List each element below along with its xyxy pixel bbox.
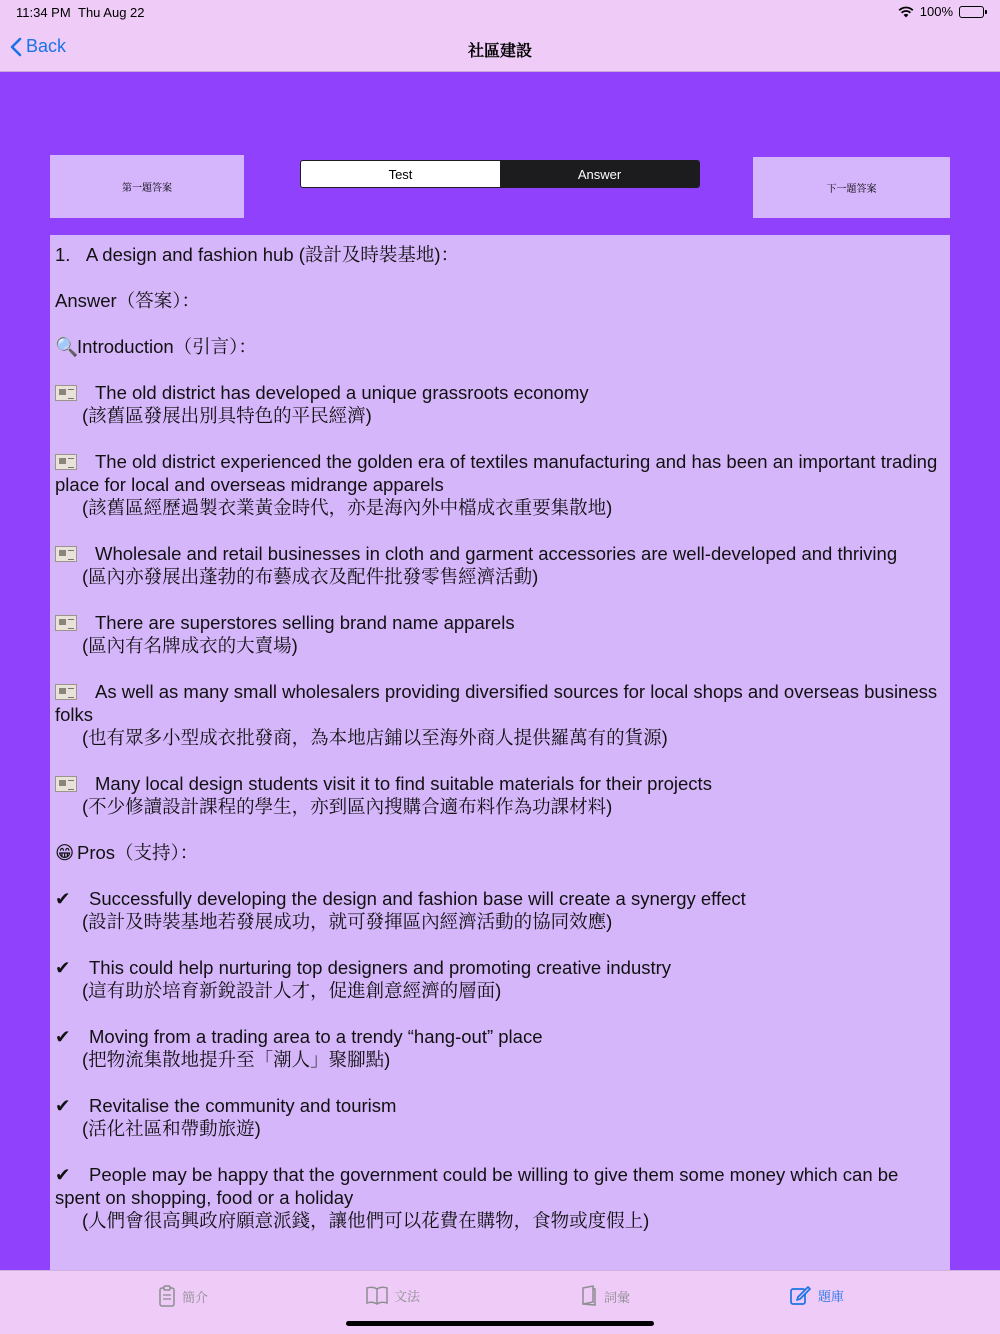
pros-item: ✔ People may be happy that the government could be willing to give them some money which can be spent on shopping, food or a holiday (人們會很高興政府願意派錢，讓他們可以花費在購物，食物或度假上): [55, 1164, 899, 1231]
intro-item: As well as many small wholesalers providing diversified sources for local shops and overseas business folks (也有眾多小型成衣批發商，為本地店鋪以至海外商人提供羅萬有的貨源): [55, 681, 938, 748]
newspaper-icon: [55, 615, 77, 631]
newspaper-icon: [55, 546, 77, 562]
intro-heading: 🔍Introduction（引言）：: [55, 336, 257, 357]
page-title: 社區建設: [467, 43, 532, 60]
answer-label: Answer（答案）：: [55, 290, 200, 311]
grinning-face-icon: 😁: [55, 842, 75, 863]
status-time: 11:34 PM: [16, 5, 71, 20]
wifi-icon: [898, 6, 914, 18]
check-mark-icon: ✔: [55, 1026, 71, 1047]
pros-item: ✔ Moving from a trading area to a trendy “hang-out” place (把物流集散地提升至「潮人」聚腳點): [55, 1026, 543, 1070]
battery-icon: [959, 6, 984, 18]
pros-item: ✔ Revitalise the community and tourism (活化社區和帶動旅遊): [55, 1095, 397, 1139]
tab-question-bank[interactable]: [790, 1285, 844, 1305]
newspaper-icon: [55, 454, 77, 470]
intro-item: The old district has developed a unique grassroots economy (該舊區發展出別具特色的平民經濟): [55, 381, 945, 427]
tab-intro-label: 簡介: [182, 1289, 209, 1305]
pros-heading: 😁 Pros（支持）：: [55, 842, 199, 863]
next-answer-button[interactable]: 下一題答案: [753, 157, 950, 218]
newspaper-icon: [55, 776, 77, 792]
intro-item: Wholesale and retail businesses in cloth and garment accessories are well-developed and thriving (區內亦發展出蓬勃的布藝成衣及配件批發零售經濟活動): [55, 542, 945, 588]
segment-test[interactable]: Test: [301, 161, 500, 187]
tab-grammar-label: 文法: [394, 1288, 421, 1304]
magnifier-icon: 🔍: [55, 336, 79, 357]
tab-grammar[interactable]: [366, 1285, 420, 1305]
pros-item: ✔ Successfully developing the design and fashion base will create a synergy effect (設計及時裝基地若發展成功，就可發揮區內經濟活動的協同效應): [55, 888, 746, 932]
segment-answer[interactable]: Answer: [500, 161, 699, 187]
back-label: Back: [26, 36, 67, 56]
status-bar: [0, 0, 1000, 24]
clipboard-icon: [158, 1285, 176, 1307]
status-date: Thu Aug 22: [78, 5, 145, 20]
tab-vocabulary[interactable]: [580, 1285, 630, 1307]
intro-item: There are superstores selling brand name apparels (區內有名牌成衣的大賣場): [55, 611, 945, 657]
newspaper-icon: [55, 684, 77, 700]
battery-percent: 100%: [919, 4, 953, 19]
tab-intro[interactable]: [158, 1285, 208, 1307]
question-heading: 1. A design and fashion hub (設計及時裝基地)：: [55, 244, 460, 265]
nav-bar: [0, 24, 1000, 72]
edit-icon: [790, 1285, 812, 1305]
book-icon: [580, 1285, 598, 1307]
test-answer-segmented-control[interactable]: [300, 160, 700, 188]
check-mark-icon: ✔: [55, 957, 71, 978]
newspaper-icon: [55, 385, 77, 401]
pros-item: ✔ This could help nurturing top designers and promoting creative industry (這有助於培育新銳設計人才，促進創意經濟的層面): [55, 957, 672, 1001]
answer-content-panel[interactable]: [50, 235, 950, 1270]
status-right: [898, 4, 984, 19]
intro-item: Many local design students visit it to find suitable materials for their projects (不少修讀設計課程的學生，亦到區內搜購合適布料作為功課材料): [55, 772, 945, 818]
tab-question-bank-label: 題庫: [818, 1288, 845, 1304]
tab-vocabulary-label: 詞彙: [604, 1289, 631, 1305]
check-mark-icon: ✔: [55, 1164, 71, 1185]
home-indicator[interactable]: [346, 1321, 654, 1326]
open-book-icon: [366, 1285, 388, 1305]
check-mark-icon: ✔: [55, 1095, 71, 1116]
check-mark-icon: ✔: [55, 888, 71, 909]
intro-item: The old district experienced the golden era of textiles manufacturing and has been an important trading place for local and overseas midrange apparels (該舊區經歷過製衣業黃金時代，亦是海內外中檔成衣重要集散地): [55, 451, 938, 518]
answer-text: [55, 243, 945, 1232]
first-answer-button[interactable]: 第一題答案: [50, 155, 244, 218]
top-area: [0, 0, 1000, 72]
